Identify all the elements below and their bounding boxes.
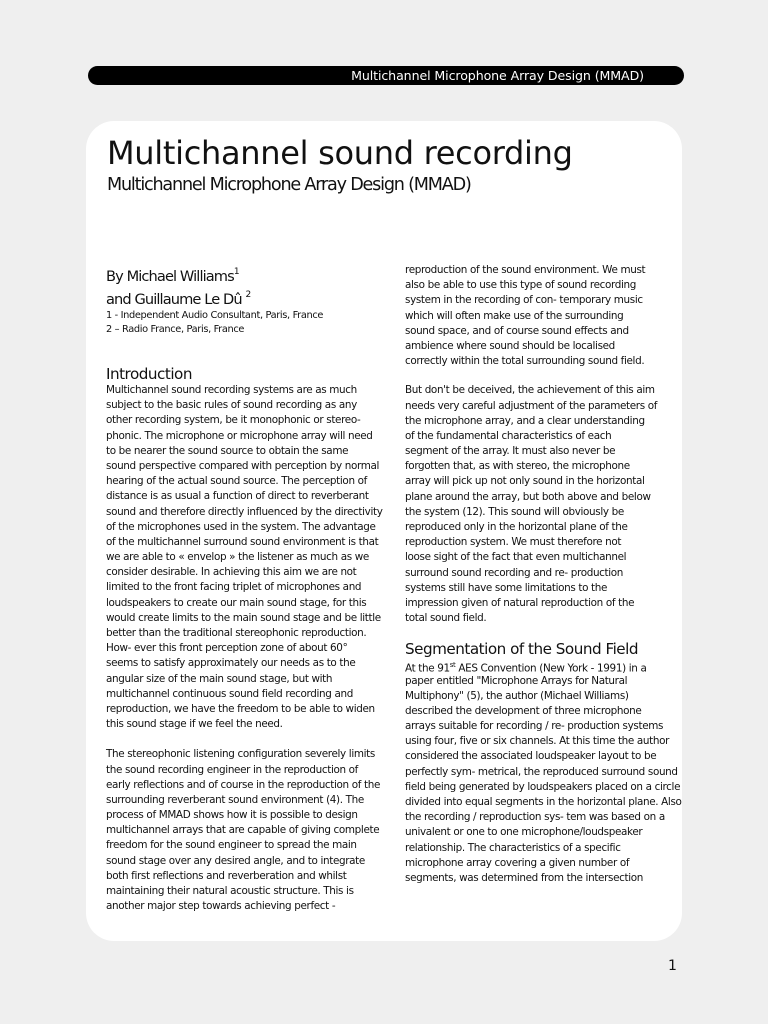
text-line: correctly within the total surrounding sound field. (405, 355, 645, 368)
text-line: plane around the array, but both above and below (405, 490, 651, 503)
author-line-2 (106, 286, 391, 309)
author-footnote-2: 2 (245, 290, 252, 300)
text-line: phonic. The microphone or microphone array will need (106, 429, 373, 442)
text-line: angular size of the main sound stage, but with (106, 672, 333, 685)
text-line: relationship. The characteristics of a specific (405, 841, 621, 854)
text-line: the sound recording engineer in the reproduction of (106, 763, 358, 776)
text-line: other recording system, be it monophonic or stereo- (106, 414, 361, 427)
paragraph (405, 263, 690, 369)
left-column (106, 263, 391, 914)
section-heading-segmentation: Segmentation of the Sound Field (405, 640, 638, 659)
text-line: array will pick up not only sound in the horizontal (405, 475, 645, 488)
text-line: better than the traditional stereophonic reproduction. (106, 627, 367, 639)
text-line: would create limits to the main sound stage and be little (106, 611, 381, 624)
running-header-title: Multichannel Microphone Array Design (MMAD) (351, 68, 644, 83)
text-line: of the multichannel surround sound environment is that (106, 535, 379, 548)
text-line (405, 658, 690, 673)
author-name-1: By Michael Williams (106, 268, 234, 285)
text-line: multichannel continuous sound field recording and (106, 687, 353, 700)
text-line: distance is as usual a function of direct to reverberant (106, 490, 369, 503)
text-line: reproduction, we have the freedom to be able to widen (106, 702, 375, 715)
text-line: segments, was determined from the intersection (405, 871, 643, 884)
text-line: sound space, and of course sound effects and (405, 324, 629, 337)
text-line: univalent or one to one microphone/loudspeaker (405, 826, 643, 839)
text-fragment: At the 91 (405, 662, 450, 675)
text-line: limited to the front facing triplet of microphones and (106, 581, 362, 594)
ordinal-suffix: st (449, 661, 456, 670)
text-line: segment of the array. It must also never be (405, 445, 616, 458)
text-line: system in the recording of con- temporary music (405, 294, 643, 307)
text-line: the system (12). This sound will obviously be (405, 505, 624, 518)
text-line: consider desirable. In achieving this aim we are not (106, 566, 357, 579)
text-line: early reflections and of course in the reproduction of the (106, 778, 381, 791)
text-line: Multichannel sound recording systems are as much (106, 384, 357, 396)
text-line: forgotten that, as with stereo, the microphone (405, 460, 630, 473)
text-line: sound stage over any desired angle, and to integrate (106, 854, 365, 867)
text-line: both first reflections and reverberation and whilst (106, 869, 347, 882)
text-line: process of MMAD shows how it is possible to design (106, 809, 358, 822)
text-line: surround sound recording and re- production (405, 566, 624, 579)
author-name-2: and Guillaume Le Dû (106, 291, 246, 308)
section-heading-introduction: Introduction (106, 365, 192, 383)
text-line: maintaining their natural acoustic structure. This is (106, 885, 354, 897)
text-line: reproduction system. We must therefore not (405, 536, 622, 549)
text-line: to be nearer the sound source to obtain the same (106, 444, 349, 457)
text-line: this sound stage if we feel the need. (106, 718, 283, 731)
text-line: But don't be deceived, the achievement of this aim (405, 384, 655, 397)
article-subtitle: Multichannel Microphone Array Design (MMAD) (107, 175, 471, 195)
text-line: reproduced only in the horizontal plane of the (405, 521, 628, 533)
paragraph (405, 383, 690, 626)
text-line: The stereophonic listening configuration severely limits (106, 748, 375, 761)
text-line: multichannel arrays that are capable of giving complete (106, 824, 380, 837)
text-line: described the development of three microphone (405, 704, 642, 717)
paragraph (405, 674, 690, 887)
right-column (405, 263, 690, 886)
page-number: 1 (668, 958, 677, 974)
text-fragment: AES Convention (New York - 1991) in a (455, 662, 647, 675)
text-line: total sound field. (405, 612, 487, 625)
text-line: divided into equal segments in the horizontal plane. Also (405, 796, 682, 808)
text-line: also be able to use this type of sound recording (405, 279, 636, 292)
text-line: systems still have some limitations to the (405, 581, 608, 594)
text-line: impression given of natural reproduction of the (405, 596, 635, 609)
text-line: the microphone array, and a clear understanding (405, 414, 645, 427)
spacer (106, 336, 391, 365)
text-line: hearing of the actual sound source. The perception of (106, 475, 367, 488)
article-title: Multichannel sound recording (107, 134, 573, 172)
affiliation-1: 1 - Independent Audio Consultant, Paris, France (106, 310, 324, 321)
text-line: of the fundamental characteristics of each (405, 429, 612, 442)
text-line: Multiphony" (5), the author (Michael Williams) (405, 689, 629, 702)
text-line: sound and therefore directly influenced by the directivity (106, 505, 383, 518)
text-line: seems to satisfy approximately our needs as to the (106, 657, 356, 670)
running-header-bar (88, 66, 684, 85)
paragraph (106, 383, 391, 732)
text-line: field being generated by loudspeakers placed on a circle (405, 780, 681, 793)
text-line: microphone array covering a given number of (405, 856, 630, 869)
text-line: we are able to « envelop » the listener as much as we (106, 551, 369, 564)
text-line: the recording / reproduction sys- tem was based on a (405, 811, 665, 824)
text-line: using four, five or six channels. At this time the author (405, 735, 670, 748)
spacer (405, 626, 690, 640)
text-line: ambience where sound should be localised (405, 339, 615, 352)
paragraph (106, 747, 391, 914)
paragraph (405, 658, 690, 673)
author-footnote-1: 1 (233, 267, 240, 277)
author-line-1 (106, 263, 391, 286)
text-line: perfectly sym- metrical, the reproduced surround sound (405, 765, 678, 778)
spacer (106, 732, 391, 747)
text-line: needs very careful adjustment of the parameters of (405, 399, 658, 412)
text-line: subject to the basic rules of sound recording as any (106, 399, 357, 412)
text-line: of the microphones used in the system. The advantage (106, 520, 376, 533)
text-line: sound perspective compared with perception by normal (106, 459, 380, 472)
affiliation-2: 2 – Radio France, Paris, France (106, 323, 245, 335)
text-line: arrays suitable for recording / re- production systems (405, 720, 664, 733)
text-line: How- ever this front perception zone of about 60° (106, 642, 348, 655)
text-line: freedom for the sound engineer to spread the main (106, 839, 357, 852)
text-line: surrounding reverberant sound environment (4). The (106, 793, 364, 806)
text-line: considered the associated loudspeaker layout to be (405, 750, 657, 763)
text-line: another major step towards achieving perfect - (106, 900, 336, 913)
text-line: loudspeakers to create our main sound stage, for this (106, 596, 367, 609)
text-line: paper entitled "Microphone Arrays for Natural (405, 674, 628, 687)
text-line: reproduction of the sound environment. We must (405, 264, 646, 276)
text-line: which will often make use of the surrounding (405, 309, 624, 322)
spacer (405, 369, 690, 383)
text-line: loose sight of the fact that even multichannel (405, 551, 627, 564)
